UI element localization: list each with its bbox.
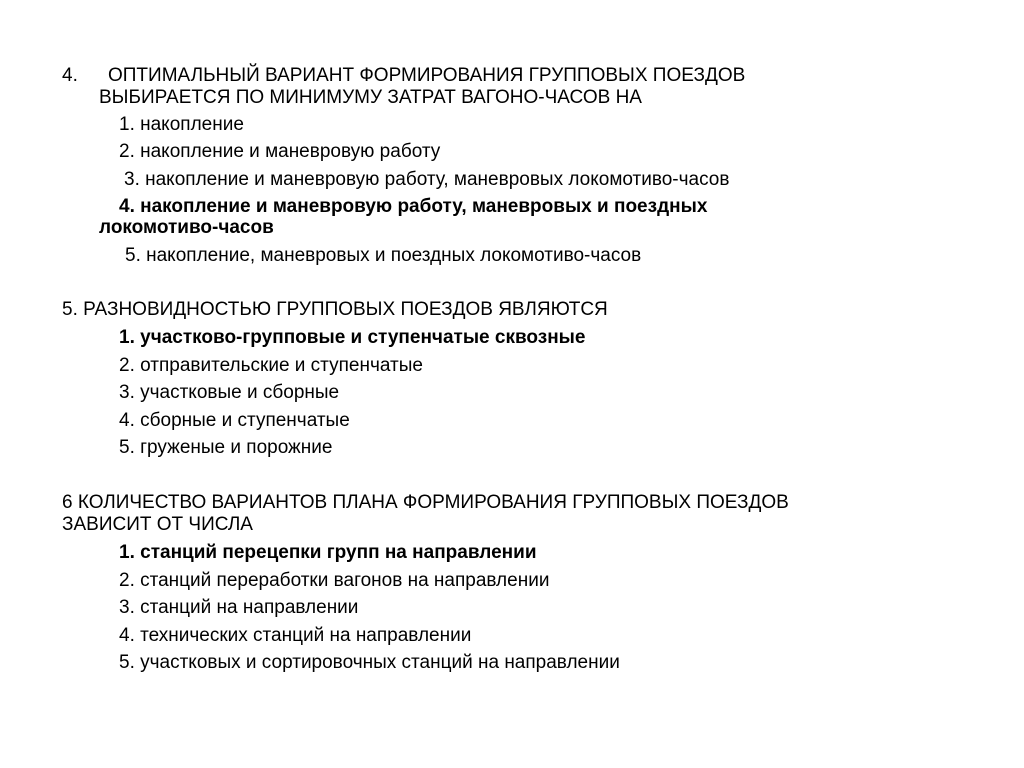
question-4-option-4-continuation: локомотиво-часов	[99, 217, 274, 238]
question-4-number: 4.	[62, 65, 78, 86]
question-5-option-1-correct: 1. участково-групповые и ступенчатые сквозные	[119, 327, 586, 348]
question-4-option-5: 5. накопление, маневровых и поездных локомотиво-часов	[125, 245, 642, 266]
question-4-option-3: 3. накопление и маневровую работу, маневровых локомотиво-часов	[124, 169, 730, 190]
question-5-option-3: 3. участковые и сборные	[119, 382, 340, 403]
question-6-title-line-2: ЗАВИСИТ ОТ ЧИСЛА	[62, 514, 253, 535]
question-6-option-1-correct: 1. станций перецепки групп на направлении	[119, 542, 537, 563]
question-6-option-2: 2. станций переработки вагонов на направлении	[119, 570, 550, 591]
question-6-option-4: 4. технических станций на направлении	[119, 625, 472, 646]
question-5-option-2: 2. отправительские и ступенчатые	[119, 355, 423, 376]
question-4-option-4-correct: 4. накопление и маневровую работу, маневровых и поездных	[119, 196, 708, 217]
question-4-title-line-1: ОПТИМАЛЬНЫЙ ВАРИАНТ ФОРМИРОВАНИЯ ГРУППОВЫХ ПОЕЗДОВ	[108, 65, 746, 86]
question-5-option-5: 5. груженые и порожние	[119, 437, 333, 458]
question-4-option-2: 2. накопление и маневровую работу	[119, 141, 441, 162]
question-6-title-line-1: 6 КОЛИЧЕСТВО ВАРИАНТОВ ПЛАНА ФОРМИРОВАНИЯ ГРУППОВЫХ ПОЕЗДОВ	[62, 492, 789, 513]
question-5-title: 5. РАЗНОВИДНОСТЬЮ ГРУППОВЫХ ПОЕЗДОВ ЯВЛЯЮТСЯ	[62, 299, 608, 320]
question-6-option-5: 5. участковых и сортировочных станций на направлении	[119, 652, 620, 673]
question-6-option-3: 3. станций на направлении	[119, 597, 359, 618]
question-4-option-1: 1. накопление	[119, 114, 244, 135]
question-4-title-line-2: ВЫБИРАЕТСЯ ПО МИНИМУМУ ЗАТРАТ ВАГОНО-ЧАСОВ НА	[99, 87, 642, 108]
question-5-option-4: 4. сборные и ступенчатые	[119, 410, 350, 431]
